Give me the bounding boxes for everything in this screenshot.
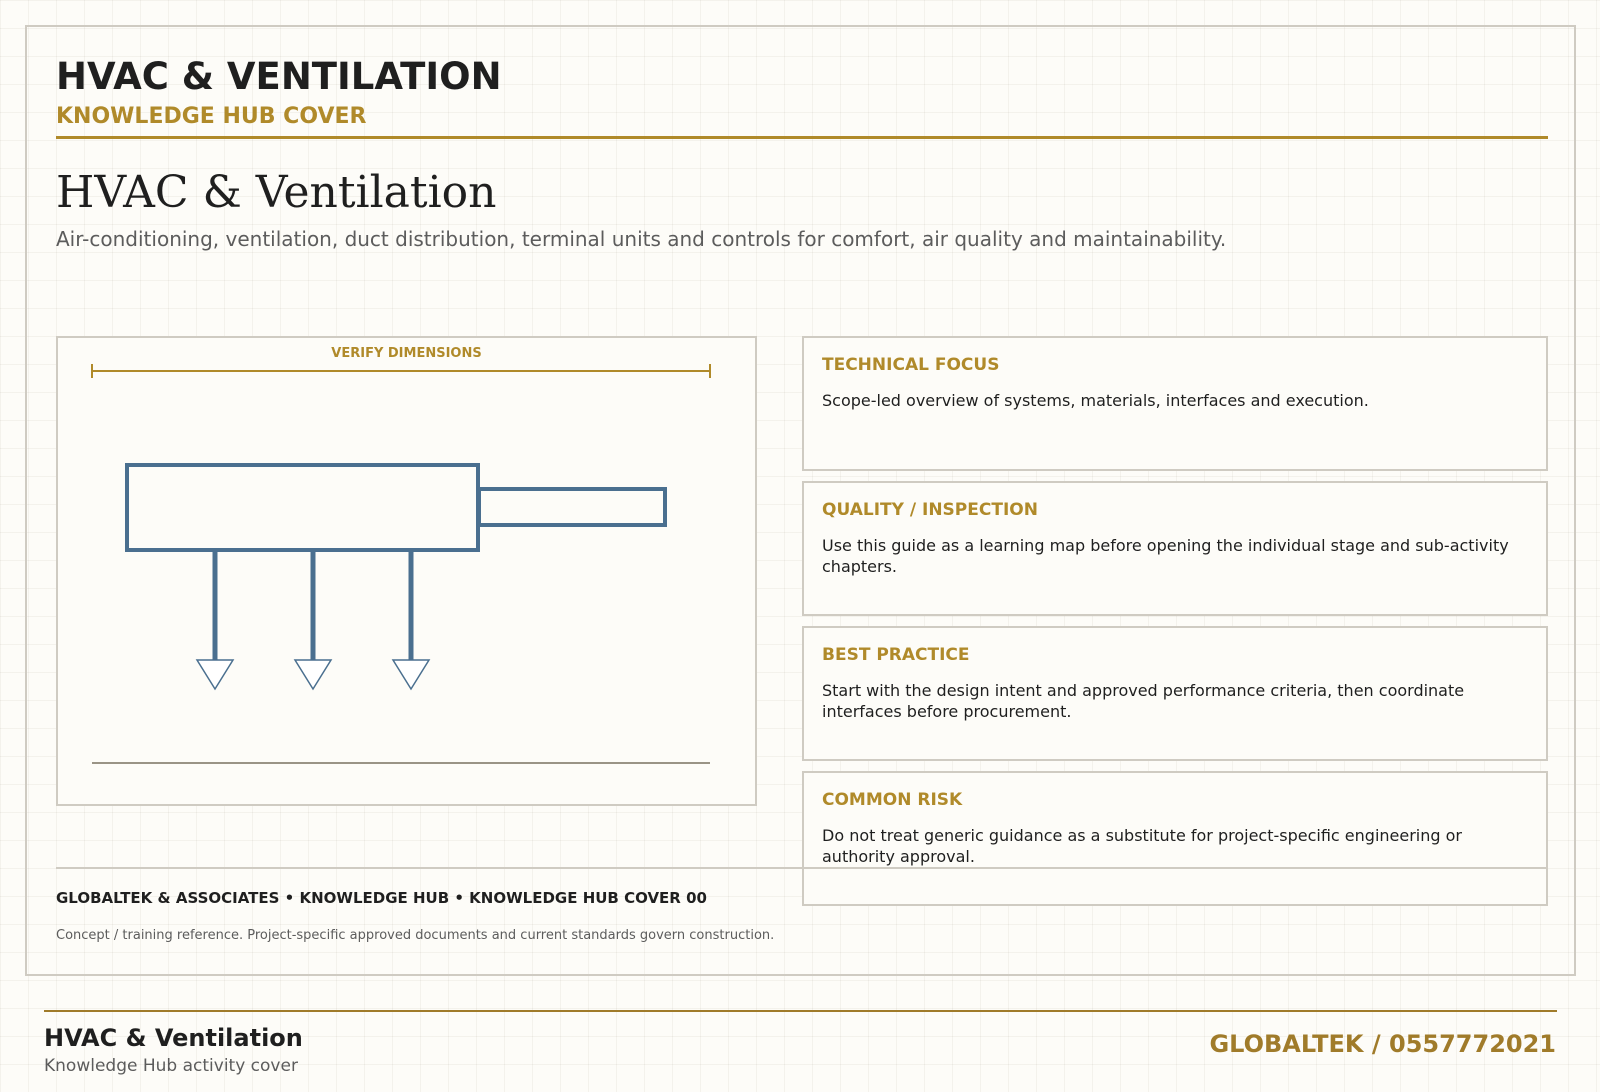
title-divider (56, 136, 1548, 139)
card-technical-focus (802, 336, 1548, 471)
card-title: BEST PRACTICE (822, 645, 970, 665)
card-body: Use this guide as a learning map before opening the individual stage and sub-activity chapters. (822, 536, 1509, 576)
footer-reference: GLOBALTEK & ASSOCIATES • KNOWLEDGE HUB • KNOWLEDGE HUB COVER 00 (56, 889, 707, 907)
footer-disclaimer: Concept / training reference. Project-specific approved documents and current standards govern construction. (56, 928, 775, 943)
main-duct (127, 465, 478, 550)
supply-diffuser (393, 550, 429, 689)
bottom-divider (44, 1010, 1557, 1012)
duct-schematic (58, 338, 755, 804)
card-quality-inspection (802, 481, 1548, 616)
document-description: Air-conditioning, ventilation, duct distribution, terminal units and controls for comfort, air quality and maintainability. (56, 227, 1227, 251)
card-title: QUALITY / INSPECTION (822, 500, 1038, 520)
card-title: TECHNICAL FOCUS (822, 355, 1000, 375)
hvac-diagram (56, 336, 757, 806)
document-heading: HVAC & Ventilation (56, 167, 497, 218)
card-body: Do not treat generic guidance as a substitute for project-specific engineering or authority approval. (822, 826, 1462, 866)
card-title: COMMON RISK (822, 790, 963, 810)
supply-diffuser (295, 550, 331, 689)
sheet-title: HVAC & VENTILATION (56, 55, 502, 98)
dimension-label: VERIFY DIMENSIONS (331, 346, 482, 361)
contact-info: GLOBALTEK / 0557772021 (1209, 1030, 1556, 1058)
card-best-practice (802, 626, 1548, 761)
supply-diffuser (197, 550, 233, 689)
cover-sheet (25, 25, 1576, 976)
sheet-subtitle: KNOWLEDGE HUB COVER (56, 104, 367, 129)
footer-divider (56, 867, 1548, 869)
branch-duct (479, 489, 665, 525)
bottom-title: HVAC & Ventilation (44, 1024, 303, 1052)
card-body: Scope-led overview of systems, materials, interfaces and execution. (822, 391, 1369, 410)
card-common-risk (802, 771, 1548, 906)
card-body: Start with the design intent and approved performance criteria, then coordinate interfaces before procurement. (822, 681, 1465, 721)
dimension-line (92, 364, 710, 378)
bottom-subtitle: Knowledge Hub activity cover (44, 1056, 298, 1076)
